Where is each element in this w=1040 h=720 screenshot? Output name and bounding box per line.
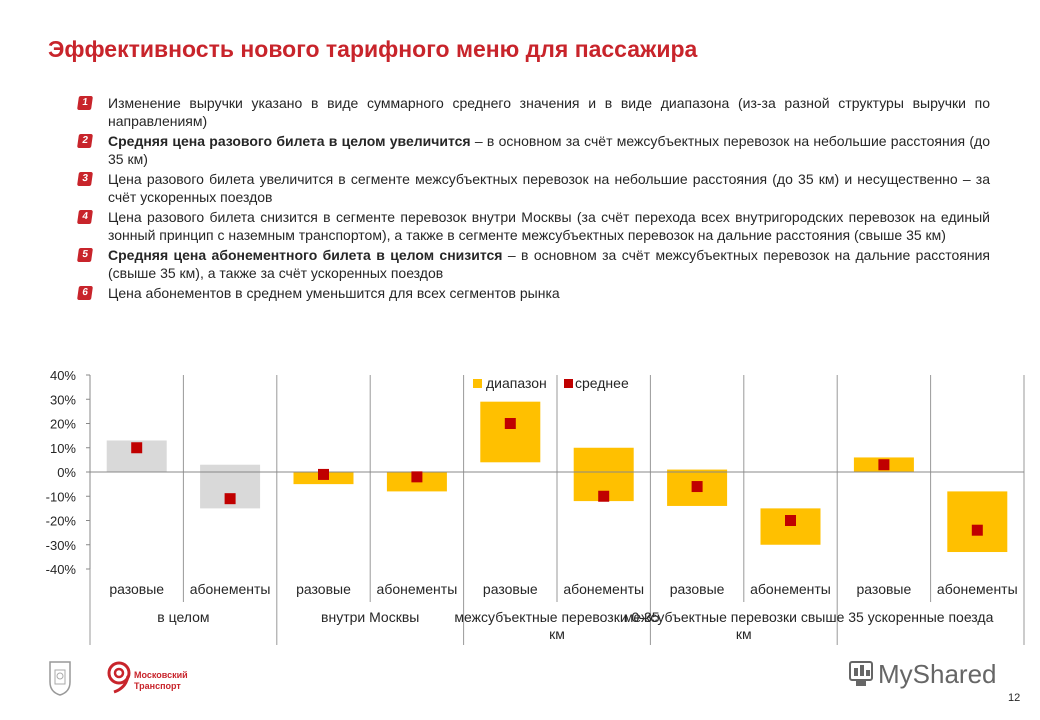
note-bold: Средняя цена разового билета в целом увеличится [108,133,471,149]
note-item [74,208,990,244]
page-number: 12 [1008,692,1021,704]
group-label: межсубъектные перевозки 0-35 [454,609,660,625]
myshared-bar-icon [854,668,858,676]
y-tick-label: 0% [57,465,76,480]
range-chart [0,360,1040,660]
group-label: км [549,626,565,642]
moscow-transport-label [134,670,188,692]
legend-range-label: диапазон [486,375,547,391]
mean-marker [505,418,516,429]
y-tick-label: -20% [45,513,76,529]
mean-marker [411,471,422,482]
group-label: ускоренные поезда [867,609,994,625]
y-tick-label: 40% [49,368,76,383]
category-label: абонементы [936,581,1018,597]
category-label: разовые [296,581,351,597]
myshared-bar-icon [860,665,864,676]
note-number: 3 [77,172,93,186]
y-tick-label: -40% [45,562,76,577]
y-tick-label: -30% [45,537,76,553]
myshared-text: MyShared [878,659,997,689]
note-text: – в основном за счёт межсубъектных перевозок на небольшие расстояния (до 35 км) [108,133,990,167]
category-label: абонементы [750,581,831,597]
group-label: км [735,626,752,642]
legend-mean-label: среднее [575,375,629,391]
legend-mean-swatch [564,379,573,388]
mean-marker [131,442,142,453]
note-number: 2 [77,134,93,148]
category-label: абонементы [376,581,458,597]
category-label: разовые [856,581,912,597]
mean-marker [598,491,609,502]
myshared-bar-icon [866,670,870,676]
note-text: Цена разового билета снизится в сегменте перевозок внутри Москвы (за счёт перехода всех внутригородских перевозок на единый зонный принцип с наземным транспортом), а также в сегменте межсубъектных перевозок на дальние расстояния (свыше 35 км) [108,209,990,243]
y-tick-label: -10% [45,489,76,505]
mean-marker [878,459,889,470]
note-number: 6 [77,286,93,300]
moscow-transport-logo-icon [104,660,134,694]
y-tick-label: 20% [49,416,76,432]
group-label: межсубъектные перевозки свыше 35 [623,609,864,625]
mean-marker [785,515,796,526]
category-label: разовые [109,581,165,597]
category-label: абонементы [563,581,645,597]
group-label: в целом [157,609,210,625]
note-item [74,94,990,130]
note-bold: Средняя цена абонементного билета в целом снизится [108,247,503,263]
mean-marker [225,493,236,504]
mt-line2: Транспорт [134,681,181,691]
mt-line1: Московский [134,670,188,680]
y-tick-label: 10% [49,440,76,456]
note-item [74,284,990,302]
legend-range-swatch [473,379,482,388]
range-bar [947,491,1007,552]
note-number: 4 [77,210,93,224]
range-bar [480,402,540,463]
range-bar [761,508,821,544]
mean-marker [318,469,329,480]
note-number: 1 [77,96,93,110]
moscow-emblem-icon [46,660,74,696]
note-item [74,132,990,168]
mean-marker [972,525,983,536]
category-label: абонементы [189,581,271,597]
category-label: разовые [482,581,538,597]
y-tick-label: 30% [49,392,76,408]
note-text: Цена разового билета увеличится в сегменте межсубъектных перевозок на небольшие расстояния (до 35 км) и несущественно – за счёт ускоренных поездов [108,171,990,205]
group-label: внутри Москвы [321,609,420,625]
page-title: Эффективность нового тарифного меню для пассажира [48,36,698,62]
notes-list [74,94,990,304]
note-text: Изменение выручки указано в виде суммарного среднего значения и в виде диапазона (из-за разной структуры выручки по направлениям) [108,95,990,129]
category-label: разовые [669,581,725,597]
note-number: 5 [77,248,93,262]
mean-marker [692,481,703,492]
myshared-logo [848,656,1008,692]
note-item [74,170,990,206]
note-text: – в основном за счёт межсубъектных перевозок на дальние расстояния (свыше 35 км), а также за счёт ускоренных поездов [108,247,990,281]
myshared-stand-icon [856,680,866,686]
note-text: Цена абонементов в среднем уменьшится для всех сегментов рынка [108,285,560,301]
note-item [74,246,990,282]
